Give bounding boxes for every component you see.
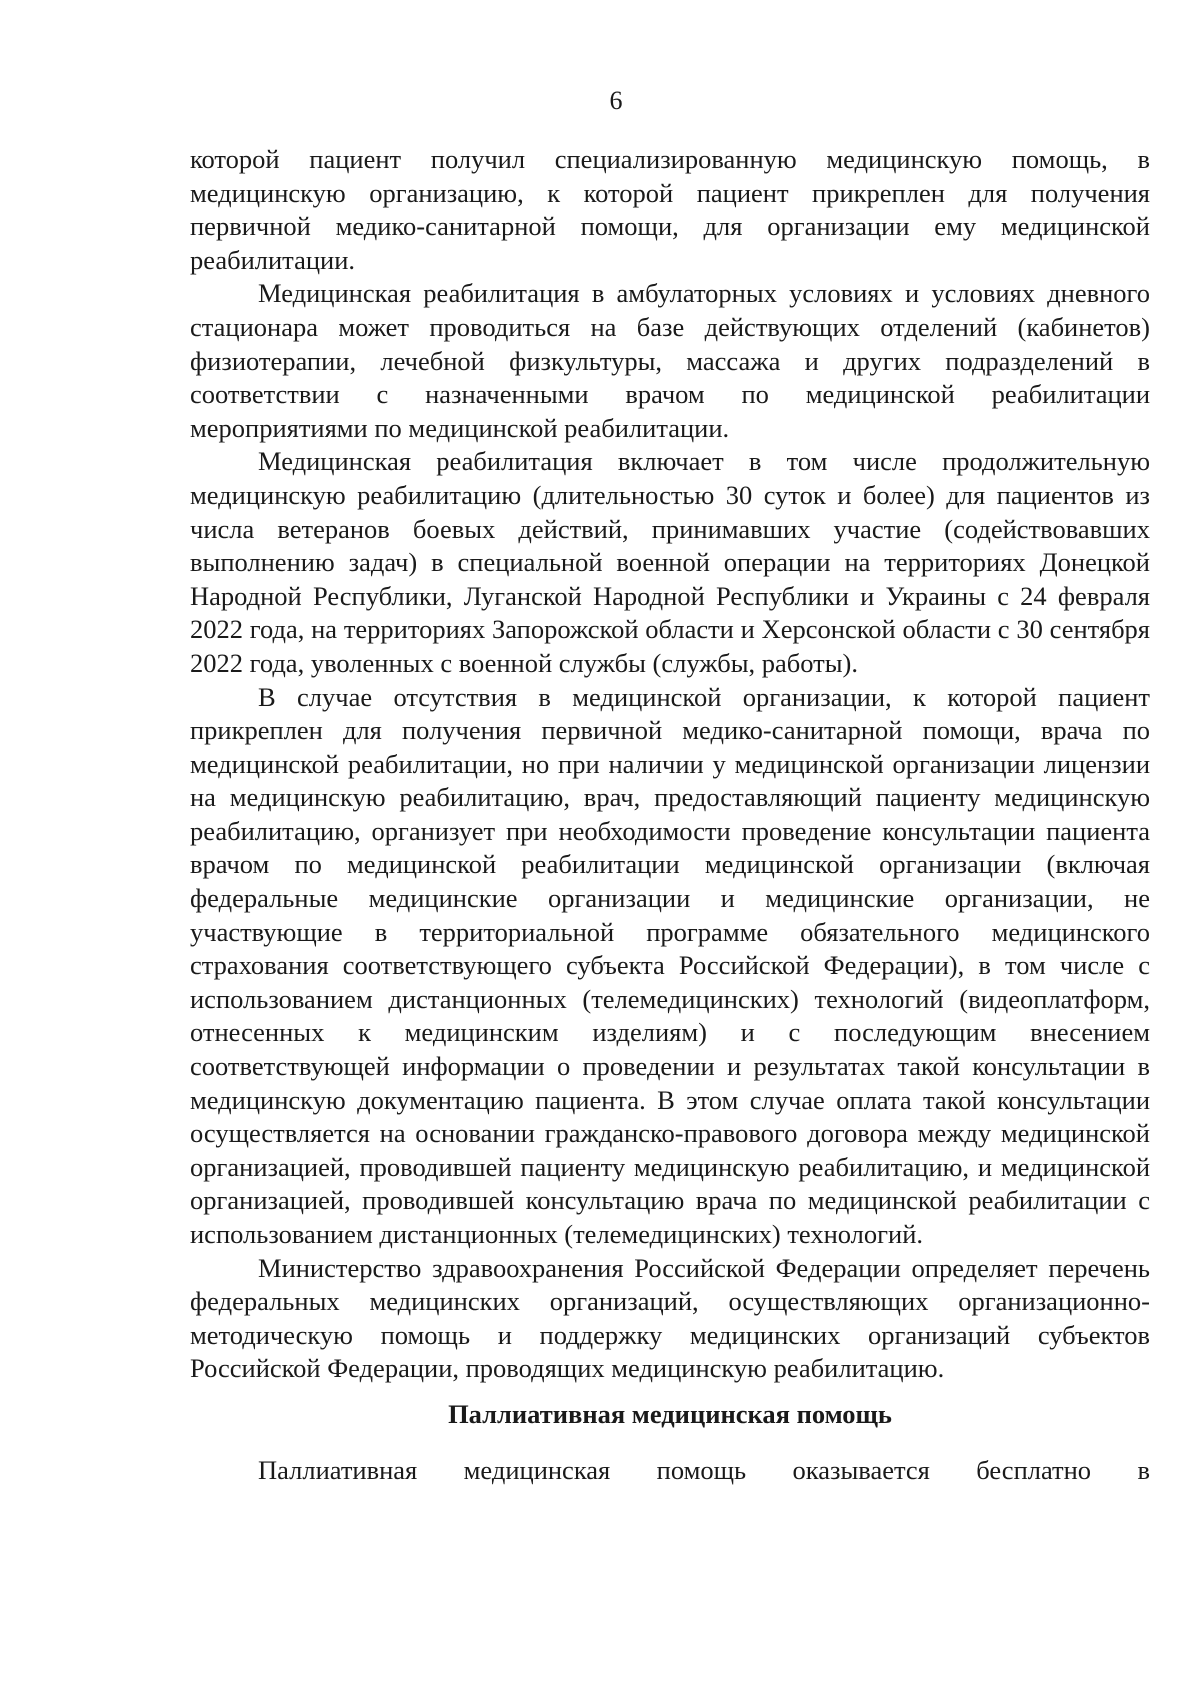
paragraph-rehab-outpatient: Медицинская реабилитация в амбулаторных условиях и условиях дневного стационара может проводиться на базе действующих отделений (кабинетов) физиотерапии, лечебной физкультуры, массажа и других подразделений в соответствии с назначенными врачом по медицинской реабилитации мероприятиями по медицинской реабилитации. xyxy=(190,278,1150,443)
paragraph-palliative-start: Паллиативная медицинская помощь оказывается бесплатно в xyxy=(258,1454,1150,1485)
paragraph-continuation: которой пациент получил специализированную медицинскую помощь, в медицинскую организацию, к которой пациент прикреплен для получения первичной медико-санитарной помощи, для организации ему медицинской реабилитации. xyxy=(190,144,1150,275)
paragraph-rehab-consultation: В случае отсутствия в медицинской организации, к которой пациент прикреплен для получения первичной медико-санитарной помощи, врача по медицинской реабилитации, но при наличии у медицинской организации лицензии на медицинскую реабилитацию, врач, предоставляющий пациенту медицинскую реабилитацию, организует при необходимости проведение консультации пациента врачом по медицинской реабилитации медицинской организации (включая федеральные медицинские организации и медицинские организации, не участвующие в территориальной программе обязательного медицинского страхования соответствующего субъекта Российской Федерации), в том числе с использованием дистанционных (телемедицинских) технологий (видеоплатформ, отнесенных к медицинским изделиям) и с последующим внесением соответствующей информации о проведении и результатах такой консультации в медицинскую документацию пациента. В этом случае оплата такой консультации осуществляется на основании гражданско-правового договора между медицинской организацией, проводившей пациенту медицинскую реабилитацию, и медицинской организацией, проводившей консультацию врача по медицинской реабилитации с использованием дистанционных (телемедицинских) технологий. xyxy=(190,681,1150,1249)
section-heading: Паллиативная медицинская помощь xyxy=(448,1398,892,1429)
paragraph-rehab-veterans: Медицинская реабилитация включает в том числе продолжительную медицинскую реабилитацию (длительностью 30 суток и более) для пациентов из числа ветеранов боевых действий, принимавших участие (содействовавших выполнению задач) в специальной военной операции на территориях Донецкой Народной Республики, Луганской Народной Республики и Украины с 24 февраля 2022 года, на территориях Запорожской области и Херсонской области с 30 сентября 2022 года, уволенных с военной службы (службы, работы). xyxy=(190,446,1150,678)
page-number: 6 xyxy=(609,86,623,115)
paragraph-ministry: Министерство здравоохранения Российской Федерации определяет перечень федеральных медицинских организаций, осуществляющих организационно-методическую помощь и поддержку медицинских организаций субъектов Российской Федерации, проводящих медицинскую реабилитацию. xyxy=(190,1252,1150,1384)
document-body xyxy=(190,143,1150,1487)
